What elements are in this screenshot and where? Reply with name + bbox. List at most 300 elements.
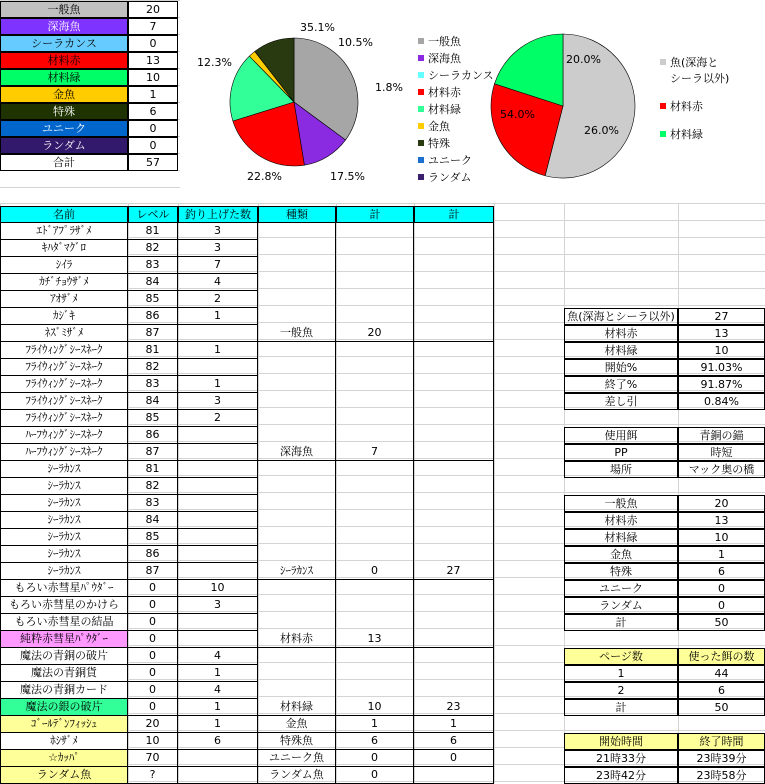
fish-level[interactable]: 82	[128, 240, 178, 257]
fish-total[interactable]	[336, 427, 414, 444]
legend-swatch	[418, 38, 424, 44]
right-label[interactable]: 材料赤	[564, 512, 678, 529]
fish-name[interactable]: ﾊｰﾌｳｨﾝｸﾞｼｰｽﾈｰｸ	[0, 444, 128, 461]
fish-count[interactable]: 6	[178, 733, 258, 750]
fish-level[interactable]: 87	[128, 325, 178, 342]
right-value[interactable]: 13	[678, 325, 765, 342]
right-value[interactable]: 時短	[678, 444, 765, 461]
summary-value[interactable]: 10	[128, 69, 178, 86]
summary-label[interactable]: 材料緑	[0, 69, 128, 86]
legend-label: 一般魚	[428, 35, 461, 48]
fish-total[interactable]	[336, 495, 414, 512]
fish-total[interactable]	[336, 393, 414, 410]
fish-total2[interactable]	[414, 614, 494, 631]
fish-name[interactable]: ｼｰﾗｶﾝｽ	[0, 563, 128, 580]
fish-count[interactable]: 1	[178, 665, 258, 682]
pie-label: 22.8%	[247, 170, 282, 183]
fish-count[interactable]: 2	[178, 291, 258, 308]
fish-name[interactable]: ﾌﾗｲｳｨﾝｸﾞｼｰｽﾈｰｸ	[0, 376, 128, 393]
right-value[interactable]: 91.03%	[678, 359, 765, 376]
summary-label[interactable]: ユニーク	[0, 120, 128, 137]
fish-level[interactable]: 0	[128, 631, 178, 648]
right-label[interactable]: 金魚	[564, 546, 678, 563]
legend-swatch	[418, 72, 424, 78]
fish-total[interactable]	[336, 342, 414, 359]
fish-kind[interactable]	[258, 291, 336, 308]
fish-count[interactable]	[178, 631, 258, 648]
summary-value[interactable]: 0	[128, 35, 178, 52]
fish-count[interactable]: 1	[178, 699, 258, 716]
fish-name[interactable]: ﾌﾗｲｳｨﾝｸﾞｼｰｽﾈｰｸ	[0, 410, 128, 427]
fish-total2[interactable]	[414, 359, 494, 376]
fish-level[interactable]: 84	[128, 512, 178, 529]
fish-count[interactable]: 4	[178, 682, 258, 699]
summary-label[interactable]: ランダム	[0, 137, 128, 154]
right-value[interactable]: 27	[678, 308, 765, 325]
fish-count[interactable]: 2	[178, 410, 258, 427]
fish-total2[interactable]	[414, 512, 494, 529]
right-label[interactable]: 2	[564, 682, 678, 699]
fish-total[interactable]	[336, 614, 414, 631]
fish-kind[interactable]	[258, 614, 336, 631]
right-value[interactable]: 10	[678, 342, 765, 359]
fish-name[interactable]: ｱｵｻﾞﾒ	[0, 291, 128, 308]
fish-kind[interactable]	[258, 240, 336, 257]
fish-level[interactable]: 0	[128, 699, 178, 716]
fish-kind[interactable]	[258, 308, 336, 325]
fish-total[interactable]	[336, 665, 414, 682]
fish-kind[interactable]: 特殊魚	[258, 733, 336, 750]
right-header[interactable]: ページ数	[564, 648, 678, 665]
fish-count[interactable]: 4	[178, 274, 258, 291]
fish-total[interactable]	[336, 274, 414, 291]
legend-label: ユニーク	[428, 154, 472, 167]
fish-total2[interactable]	[414, 546, 494, 563]
fish-name[interactable]: 魔法の銀の破片	[0, 699, 128, 716]
fish-name[interactable]: ｶﾁﾞﾁｮｳｻﾞﾒ	[0, 274, 128, 291]
fish-level[interactable]: 20	[128, 716, 178, 733]
summary-value[interactable]: 7	[128, 18, 178, 35]
right-label[interactable]: 終了%	[564, 376, 678, 393]
fish-total[interactable]: 13	[336, 631, 414, 648]
fish-total[interactable]	[336, 461, 414, 478]
right-label[interactable]: PP	[564, 444, 678, 461]
fish-total2[interactable]	[414, 665, 494, 682]
right-value[interactable]: 10	[678, 529, 765, 546]
fish-total[interactable]: 0	[336, 767, 414, 784]
fish-total2[interactable]	[414, 410, 494, 427]
fish-total[interactable]	[336, 478, 414, 495]
fish-count[interactable]	[178, 546, 258, 563]
fish-total[interactable]	[336, 597, 414, 614]
fish-count[interactable]: 1	[178, 716, 258, 733]
fish-name[interactable]: ｼｰﾗｶﾝｽ	[0, 478, 128, 495]
fish-kind[interactable]: ランダム魚	[258, 767, 336, 784]
legend-swatch	[418, 123, 424, 129]
summary-value[interactable]: 20	[128, 1, 178, 18]
legend-swatch	[660, 131, 666, 137]
fish-total[interactable]	[336, 376, 414, 393]
fish-kind[interactable]	[258, 665, 336, 682]
fish-total2[interactable]	[414, 427, 494, 444]
fish-name[interactable]: ﾌﾗｲｳｨﾝｸﾞｼｰｽﾈｰｸ	[0, 393, 128, 410]
table-header[interactable]: 名前	[0, 206, 128, 223]
summary-label[interactable]: 深海魚	[0, 18, 128, 35]
fish-name[interactable]: ｶｼﾞｷ	[0, 308, 128, 325]
fish-kind[interactable]: 材料赤	[258, 631, 336, 648]
fish-kind[interactable]	[258, 546, 336, 563]
fish-count[interactable]	[178, 495, 258, 512]
fish-name[interactable]: ｼｰﾗｶﾝｽ	[0, 529, 128, 546]
fish-count[interactable]: 10	[178, 580, 258, 597]
legend-label: 深海魚	[428, 52, 461, 65]
fish-level[interactable]: 0	[128, 597, 178, 614]
right-label[interactable]: 計	[564, 614, 678, 631]
fish-count[interactable]	[178, 359, 258, 376]
table-header[interactable]: 計	[414, 206, 494, 223]
fish-total[interactable]	[336, 308, 414, 325]
fish-name[interactable]: 魔法の青銅の破片	[0, 648, 128, 665]
fish-total[interactable]	[336, 648, 414, 665]
fish-total2[interactable]	[414, 461, 494, 478]
fish-kind[interactable]: 材料緑	[258, 699, 336, 716]
legend-swatch	[660, 59, 666, 65]
right-value[interactable]: 23時39分	[678, 750, 765, 767]
fish-total[interactable]	[336, 580, 414, 597]
fish-name[interactable]: ｺﾞｰﾙﾃﾞﾝﾌｨｯｼｭ	[0, 716, 128, 733]
right-label[interactable]: 21時33分	[564, 750, 678, 767]
fish-count[interactable]: 4	[178, 648, 258, 665]
fish-kind[interactable]	[258, 427, 336, 444]
fish-level[interactable]: 84	[128, 274, 178, 291]
fish-level[interactable]: 85	[128, 410, 178, 427]
fish-total[interactable]	[336, 291, 414, 308]
fish-level[interactable]: 87	[128, 563, 178, 580]
pie-label: 12.3%	[197, 56, 232, 69]
pie-label: 35.1%	[300, 21, 335, 34]
fish-total2[interactable]: 23	[414, 699, 494, 716]
fish-kind[interactable]: ユニーク魚	[258, 750, 336, 767]
right-value[interactable]: 青銅の錨	[678, 427, 765, 444]
fish-name[interactable]: ｷﾊﾀﾞﾏｸﾞﾛ	[0, 240, 128, 257]
right-value[interactable]: 50	[678, 614, 765, 631]
fish-name[interactable]: ﾌﾗｲｳｨﾝｸﾞｼｰｽﾈｰｸ	[0, 342, 128, 359]
right-label[interactable]: 開始%	[564, 359, 678, 376]
fish-name[interactable]: 純粋赤彗星ﾊﾟｳﾀﾞｰ	[0, 631, 128, 648]
fish-kind[interactable]	[258, 410, 336, 427]
right-value[interactable]: マック奥の橋	[678, 461, 765, 478]
fish-total[interactable]	[336, 223, 414, 240]
fish-total2[interactable]	[414, 274, 494, 291]
fish-total[interactable]	[336, 359, 414, 376]
right-header[interactable]: 使った餌の数	[678, 648, 765, 665]
pie-label: 54.0%	[500, 108, 535, 121]
fish-kind[interactable]: 深海魚	[258, 444, 336, 461]
fish-level[interactable]: 85	[128, 529, 178, 546]
right-label[interactable]: 差し引	[564, 393, 678, 410]
fish-count[interactable]	[178, 563, 258, 580]
fish-level[interactable]: 0	[128, 614, 178, 631]
fish-total[interactable]: 6	[336, 733, 414, 750]
legend-label: 特殊	[428, 137, 450, 150]
fish-name[interactable]: ☆ｶｯﾊﾟ	[0, 750, 128, 767]
pie-label: 1.8%	[375, 81, 403, 94]
right-value[interactable]: 23時58分	[678, 767, 765, 784]
fish-count[interactable]	[178, 478, 258, 495]
fish-level[interactable]: 82	[128, 359, 178, 376]
fish-total2[interactable]	[414, 308, 494, 325]
fish-level[interactable]: 83	[128, 376, 178, 393]
fish-count[interactable]	[178, 750, 258, 767]
right-label[interactable]: 材料赤	[564, 325, 678, 342]
summary-value[interactable]: 0	[128, 120, 178, 137]
fish-total2[interactable]	[414, 444, 494, 461]
fish-count[interactable]: 1	[178, 308, 258, 325]
fish-level[interactable]: 81	[128, 461, 178, 478]
right-label[interactable]: 23時42分	[564, 767, 678, 784]
fish-kind[interactable]	[258, 682, 336, 699]
right-label[interactable]: ランダム	[564, 597, 678, 614]
right-header[interactable]: 開始時間	[564, 733, 678, 750]
right-label[interactable]: 1	[564, 665, 678, 682]
fish-kind[interactable]	[258, 597, 336, 614]
fish-kind[interactable]	[258, 274, 336, 291]
legend-label: 材料緑	[428, 103, 461, 116]
summary-label[interactable]: 一般魚	[0, 1, 128, 18]
fish-name[interactable]: ｼｲﾗ	[0, 257, 128, 274]
fish-total[interactable]	[336, 410, 414, 427]
summary-label[interactable]: 金魚	[0, 86, 128, 103]
fish-level[interactable]: 0	[128, 665, 178, 682]
fish-kind[interactable]	[258, 648, 336, 665]
right-value[interactable]: 50	[678, 699, 765, 716]
fish-kind[interactable]	[258, 376, 336, 393]
fish-kind[interactable]	[258, 580, 336, 597]
fish-count[interactable]	[178, 767, 258, 784]
fish-level[interactable]: 81	[128, 342, 178, 359]
fish-level[interactable]: 70	[128, 750, 178, 767]
right-value[interactable]: 91.87%	[678, 376, 765, 393]
fish-level[interactable]: 0	[128, 580, 178, 597]
fish-total[interactable]: 7	[336, 444, 414, 461]
fish-count[interactable]	[178, 427, 258, 444]
right-value[interactable]: 1	[678, 546, 765, 563]
right-label[interactable]: 材料緑	[564, 342, 678, 359]
fish-count[interactable]: 1	[178, 342, 258, 359]
fish-count[interactable]: 3	[178, 240, 258, 257]
fish-count[interactable]	[178, 325, 258, 342]
fish-total2[interactable]	[414, 597, 494, 614]
fish-total2[interactable]: 1	[414, 716, 494, 733]
right-label[interactable]: ユニーク	[564, 580, 678, 597]
fish-total[interactable]	[336, 529, 414, 546]
right-label[interactable]: 材料緑	[564, 529, 678, 546]
legend-label: ランダム	[428, 171, 472, 184]
summary-value[interactable]: 13	[128, 52, 178, 69]
fish-kind[interactable]	[258, 461, 336, 478]
pie-label: 26.0%	[584, 124, 619, 137]
fish-total2[interactable]	[414, 767, 494, 784]
right-value[interactable]: 20	[678, 495, 765, 512]
fish-kind[interactable]	[258, 529, 336, 546]
right-value[interactable]: 0	[678, 580, 765, 597]
fish-name[interactable]: ｼｰﾗｶﾝｽ	[0, 546, 128, 563]
right-value[interactable]: 13	[678, 512, 765, 529]
fish-count[interactable]	[178, 461, 258, 478]
fish-total[interactable]: 20	[336, 325, 414, 342]
fish-count[interactable]	[178, 614, 258, 631]
fish-total[interactable]	[336, 682, 414, 699]
summary-label[interactable]: シーラカンス	[0, 35, 128, 52]
legend-label: 材料赤	[670, 100, 703, 113]
fish-total2[interactable]	[414, 223, 494, 240]
fish-count[interactable]: 7	[178, 257, 258, 274]
fish-kind[interactable]: 一般魚	[258, 325, 336, 342]
right-value[interactable]: 0	[678, 597, 765, 614]
fish-total[interactable]	[336, 257, 414, 274]
fish-count[interactable]	[178, 529, 258, 546]
fish-name[interactable]: ﾊｰﾌｳｨﾝｸﾞｼｰｽﾈｰｸ	[0, 427, 128, 444]
legend-label: シーラカンス	[428, 69, 494, 82]
fish-kind[interactable]	[258, 393, 336, 410]
pie-charts	[180, 0, 765, 200]
fish-level[interactable]: 85	[128, 291, 178, 308]
right-label[interactable]: 特殊	[564, 563, 678, 580]
fish-count[interactable]: 3	[178, 597, 258, 614]
summary-label[interactable]: 合計	[0, 154, 128, 171]
fish-total2[interactable]	[414, 478, 494, 495]
table-header[interactable]: 釣り上げた数	[178, 206, 258, 223]
right-label[interactable]: 場所	[564, 461, 678, 478]
fish-level[interactable]: 0	[128, 682, 178, 699]
legend-swatch	[418, 157, 424, 163]
fish-level[interactable]: 86	[128, 427, 178, 444]
fish-level[interactable]: 87	[128, 444, 178, 461]
fish-level[interactable]: 0	[128, 648, 178, 665]
fish-total2[interactable]	[414, 529, 494, 546]
fish-total[interactable]: 0	[336, 750, 414, 767]
fish-level[interactable]: 81	[128, 223, 178, 240]
fish-name[interactable]: ｼｰﾗｶﾝｽ	[0, 495, 128, 512]
fish-count[interactable]: 3	[178, 393, 258, 410]
fish-total[interactable]: 0	[336, 563, 414, 580]
fish-name[interactable]: 魔法の青銅カード	[0, 682, 128, 699]
fish-count[interactable]: 3	[178, 223, 258, 240]
fish-total2[interactable]	[414, 682, 494, 699]
fish-total[interactable]	[336, 546, 414, 563]
legend-swatch	[418, 140, 424, 146]
legend-swatch	[418, 89, 424, 95]
fish-level[interactable]: 82	[128, 478, 178, 495]
fish-kind[interactable]	[258, 512, 336, 529]
fish-name[interactable]: ｴﾄﾞｱﾌﾟﾗｻﾞﾒ	[0, 223, 128, 240]
fish-total2[interactable]	[414, 342, 494, 359]
summary-label[interactable]: 材料赤	[0, 52, 128, 69]
right-label[interactable]: 一般魚	[564, 495, 678, 512]
right-value[interactable]: 6	[678, 682, 765, 699]
fish-total2[interactable]	[414, 580, 494, 597]
summary-label[interactable]: 特殊	[0, 103, 128, 120]
fish-kind[interactable]	[258, 223, 336, 240]
fish-total2[interactable]	[414, 291, 494, 308]
pie-label: 17.5%	[330, 170, 365, 183]
fish-level[interactable]: 83	[128, 495, 178, 512]
fish-name[interactable]: もろい赤彗星ﾊﾟｳﾀﾞｰ	[0, 580, 128, 597]
pie-label: 20.0%	[566, 53, 601, 66]
fish-total2[interactable]	[414, 495, 494, 512]
fish-total[interactable]: 10	[336, 699, 414, 716]
fish-total2[interactable]	[414, 257, 494, 274]
fish-kind[interactable]	[258, 257, 336, 274]
table-header[interactable]: 種類	[258, 206, 336, 223]
fish-kind[interactable]	[258, 495, 336, 512]
fish-level[interactable]: 86	[128, 308, 178, 325]
fish-level[interactable]: 10	[128, 733, 178, 750]
right-label[interactable]: 使用餌	[564, 427, 678, 444]
fish-total2[interactable]	[414, 325, 494, 342]
fish-name[interactable]: ｼｰﾗｶﾝｽ	[0, 461, 128, 478]
right-label[interactable]: 魚(深海とシーラ以外)	[564, 308, 678, 325]
table-header[interactable]: 計	[336, 206, 414, 223]
fish-level[interactable]: ?	[128, 767, 178, 784]
fish-kind[interactable]	[258, 359, 336, 376]
right-value[interactable]: 44	[678, 665, 765, 682]
summary-value[interactable]: 57	[128, 154, 178, 171]
summary-value[interactable]: 6	[128, 103, 178, 120]
fish-kind[interactable]: 金魚	[258, 716, 336, 733]
fish-name[interactable]: ﾎｼｻﾞﾒ	[0, 733, 128, 750]
fish-count[interactable]: 1	[178, 376, 258, 393]
fish-level[interactable]: 84	[128, 393, 178, 410]
right-value[interactable]: 6	[678, 563, 765, 580]
fish-name[interactable]: ランダム魚	[0, 767, 128, 784]
legend-label: 材料緑	[670, 128, 703, 141]
fish-kind[interactable]	[258, 342, 336, 359]
fish-total2[interactable]	[414, 240, 494, 257]
fish-total2[interactable]	[414, 376, 494, 393]
fish-count[interactable]	[178, 512, 258, 529]
fish-count[interactable]	[178, 444, 258, 461]
fish-total[interactable]	[336, 240, 414, 257]
legend-swatch	[418, 55, 424, 61]
legend-swatch	[660, 103, 666, 109]
fish-name[interactable]: もろい赤彗星のかけら	[0, 597, 128, 614]
fish-total2[interactable]	[414, 631, 494, 648]
summary-value[interactable]: 1	[128, 86, 178, 103]
fish-name[interactable]: ﾈｽﾞﾐｻﾞﾒ	[0, 325, 128, 342]
fish-level[interactable]: 83	[128, 257, 178, 274]
fish-name[interactable]: ﾌﾗｲｳｨﾝｸﾞｼｰｽﾈｰｸ	[0, 359, 128, 376]
right-header[interactable]: 終了時間	[678, 733, 765, 750]
fish-total2[interactable]	[414, 393, 494, 410]
summary-value[interactable]: 0	[128, 137, 178, 154]
fish-level[interactable]: 86	[128, 546, 178, 563]
fish-total[interactable]	[336, 512, 414, 529]
fish-name[interactable]: 魔法の青銅貨	[0, 665, 128, 682]
fish-total[interactable]: 1	[336, 716, 414, 733]
fish-total2[interactable]: 0	[414, 750, 494, 767]
fish-total2[interactable]: 6	[414, 733, 494, 750]
table-header[interactable]: レベル	[128, 206, 178, 223]
right-label[interactable]: 計	[564, 699, 678, 716]
right-value[interactable]: 0.84%	[678, 393, 765, 410]
fish-total2[interactable]: 27	[414, 563, 494, 580]
fish-name[interactable]: ｼｰﾗｶﾝｽ	[0, 512, 128, 529]
fish-kind[interactable]	[258, 478, 336, 495]
fish-kind[interactable]: ｼｰﾗｶﾝｽ	[258, 563, 336, 580]
fish-name[interactable]: もろい赤彗星の結晶	[0, 614, 128, 631]
fish-total2[interactable]	[414, 648, 494, 665]
